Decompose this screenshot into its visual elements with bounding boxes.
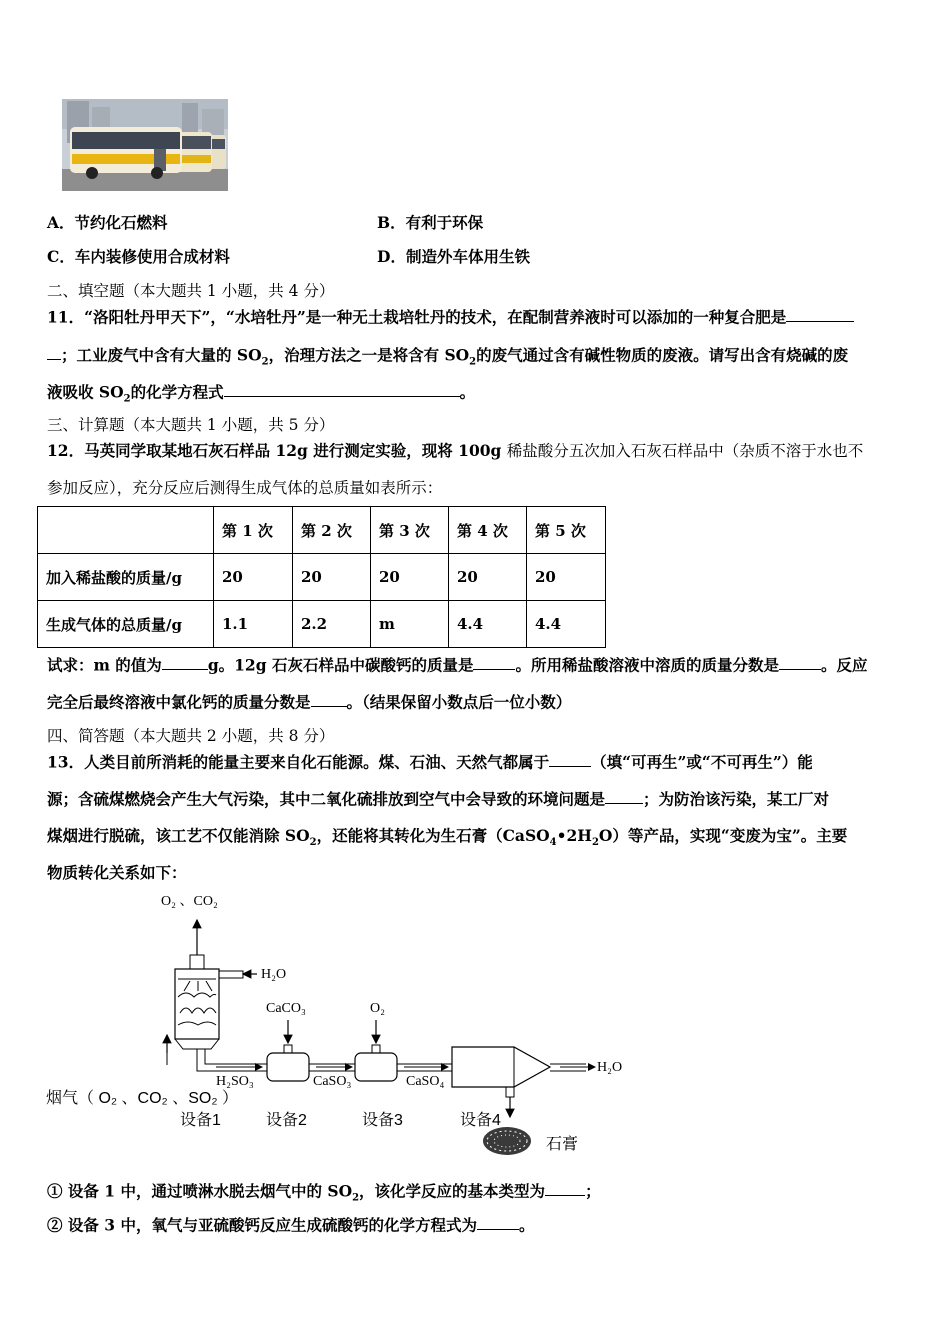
q12-ask1: 试求：m 的值为 g。12g 石灰石样品中碳酸钙的质量是 。所用稀盐酸溶液中溶质的质量分数是 。反应 bbox=[47, 653, 868, 675]
table-header-cell: 第 1 次 bbox=[214, 507, 293, 554]
section-heading-calc: 三、计算题（本大题共 1 小题，共 5 分） bbox=[47, 416, 335, 434]
table-cell: 4.4 bbox=[527, 601, 606, 648]
table-cell: 20 bbox=[449, 554, 527, 601]
device4 bbox=[452, 1047, 550, 1087]
table-cell: 20 bbox=[527, 554, 606, 601]
table-cell: 20 bbox=[293, 554, 371, 601]
label-top-output: O₂ 、CO₂ bbox=[161, 894, 218, 909]
table-cell: 生成气体的总质量/g bbox=[38, 601, 214, 648]
q11-blank1-cont[interactable] bbox=[47, 343, 61, 360]
q12-blank-hcl[interactable] bbox=[779, 653, 821, 670]
q11-blank1[interactable] bbox=[786, 305, 854, 322]
q12-blank-m[interactable] bbox=[162, 653, 208, 670]
q12-line2: 参加反应），充分反应后测得生成气体的总质量如表所示： bbox=[47, 479, 443, 497]
label-h2so3: H₂SO₃ bbox=[216, 1074, 254, 1089]
data-table bbox=[37, 506, 606, 648]
label-caco3: CaCO₃ bbox=[266, 1001, 306, 1016]
label-caso3: CaSO₃ bbox=[313, 1074, 352, 1089]
table-header-cell: 第 4 次 bbox=[449, 507, 527, 554]
table-cell: 20 bbox=[214, 554, 293, 601]
table-cell: 1.1 bbox=[214, 601, 293, 648]
table-cell: 20 bbox=[371, 554, 449, 601]
table-cell: 4.4 bbox=[449, 601, 527, 648]
label-flue-gas: 烟气（ O₂ 、CO₂ 、SO₂ ） bbox=[46, 1090, 238, 1107]
q13-sub2: ② 设备 3 中，氧气与亚硫酸钙反应生成硫酸钙的化学方程式为 。 bbox=[47, 1213, 535, 1235]
option-c[interactable]: C．车内装修使用合成材料 bbox=[47, 247, 230, 266]
label-device4: 设备4 bbox=[460, 1112, 501, 1129]
q12-blank-cacl2[interactable] bbox=[311, 690, 347, 707]
option-b[interactable]: B．有利于环保 bbox=[377, 213, 484, 232]
q12-ask2: 完全后最终溶液中氯化钙的质量分数是 。（结果保留小数点后一位小数） bbox=[47, 690, 571, 712]
label-caso4: CaSO₄ bbox=[406, 1074, 445, 1089]
q13-line4: 物质转化关系如下： bbox=[47, 863, 187, 882]
table-header-cell bbox=[38, 507, 214, 554]
section-heading-short: 四、简答题（本大题共 2 小题，共 8 分） bbox=[47, 727, 335, 745]
q12-line1: 12．马英同学取某地石灰石样品 12g 进行测定实验，现将 100g 稀盐酸分五次加入石灰石样品中（杂质不溶于水也不 bbox=[47, 441, 864, 460]
table-row bbox=[38, 554, 606, 601]
label-gypsum: 石膏 bbox=[546, 1136, 579, 1153]
table-row bbox=[38, 601, 606, 648]
table-cell: 加入稀盐酸的质量/g bbox=[38, 554, 214, 601]
table-header-row bbox=[38, 507, 606, 554]
table-header-cell: 第 2 次 bbox=[293, 507, 371, 554]
label-device1: 设备1 bbox=[180, 1112, 221, 1129]
q11-line1: 11．“洛阳牡丹甲天下”，“水培牡丹”是一种无土栽培牡丹的技术，在配制营养液时可以添加的一种复合肥是 bbox=[47, 305, 854, 327]
q13-sub1: ① 设备 1 中，通过喷淋水脱去烟气中的 $SO_2$，该化学反应的基本类型为 ； bbox=[47, 1179, 601, 1203]
label-device2: 设备2 bbox=[266, 1112, 307, 1129]
table-header-cell: 第 3 次 bbox=[371, 507, 449, 554]
bus-photo bbox=[62, 99, 228, 191]
q12-blank-caco3[interactable] bbox=[473, 653, 515, 670]
device2 bbox=[267, 1053, 309, 1081]
q11-line2: ；工业废气中含有大量的 $SO_2$，治理方法之一是将含有 $SO_2$的废气通过含有碱性物质的废液。请写出含有烧碱的废 bbox=[47, 343, 848, 367]
device3 bbox=[355, 1053, 397, 1081]
label-h2o-out: H₂O bbox=[597, 1060, 623, 1075]
q13-blank-renewable[interactable] bbox=[549, 750, 591, 767]
q11-blank2[interactable] bbox=[224, 380, 460, 397]
q13-line1: 13．人类目前所消耗的能量主要来自化石能源。煤、石油、天然气都属于 （填“可再生”或“不可再生”）能 bbox=[47, 750, 813, 772]
q13-line3: 煤烟进行脱硫，该工艺不仅能消除 $SO_2$，还能将其转化为生石膏$(CaSO_4•2H_2O)$等产品，实现“变废为宝”。主要 bbox=[47, 826, 848, 849]
process-diagram bbox=[40, 885, 640, 1169]
gypsum-pile bbox=[483, 1127, 531, 1155]
q13-blank-env[interactable] bbox=[605, 787, 643, 804]
table-header-cell: 第 5 次 bbox=[527, 507, 606, 554]
label-device3: 设备3 bbox=[362, 1112, 403, 1129]
label-h2o-in: H₂O bbox=[261, 967, 287, 982]
table-cell: m bbox=[371, 601, 449, 648]
q13-blank-reaction-type[interactable] bbox=[545, 1179, 585, 1196]
q13-blank-equation[interactable] bbox=[477, 1213, 519, 1230]
tower-cap bbox=[190, 955, 204, 969]
q13-line2: 源；含硫煤燃烧会产生大气污染，其中二氧化硫排放到空气中会导致的环境问题是 ；为防治该污染，某工厂对 bbox=[47, 787, 829, 809]
option-a[interactable]: A．节约化石燃料 bbox=[47, 213, 168, 232]
option-d[interactable]: D．制造外车体用生铁 bbox=[377, 247, 530, 266]
table-cell: 2.2 bbox=[293, 601, 371, 648]
label-o2: O₂ bbox=[370, 1001, 385, 1016]
section-heading-fill: 二、填空题（本大题共 1 小题，共 4 分） bbox=[47, 282, 335, 300]
q11-line3: 液吸收 $SO_2$的化学方程式 。 bbox=[47, 380, 475, 404]
